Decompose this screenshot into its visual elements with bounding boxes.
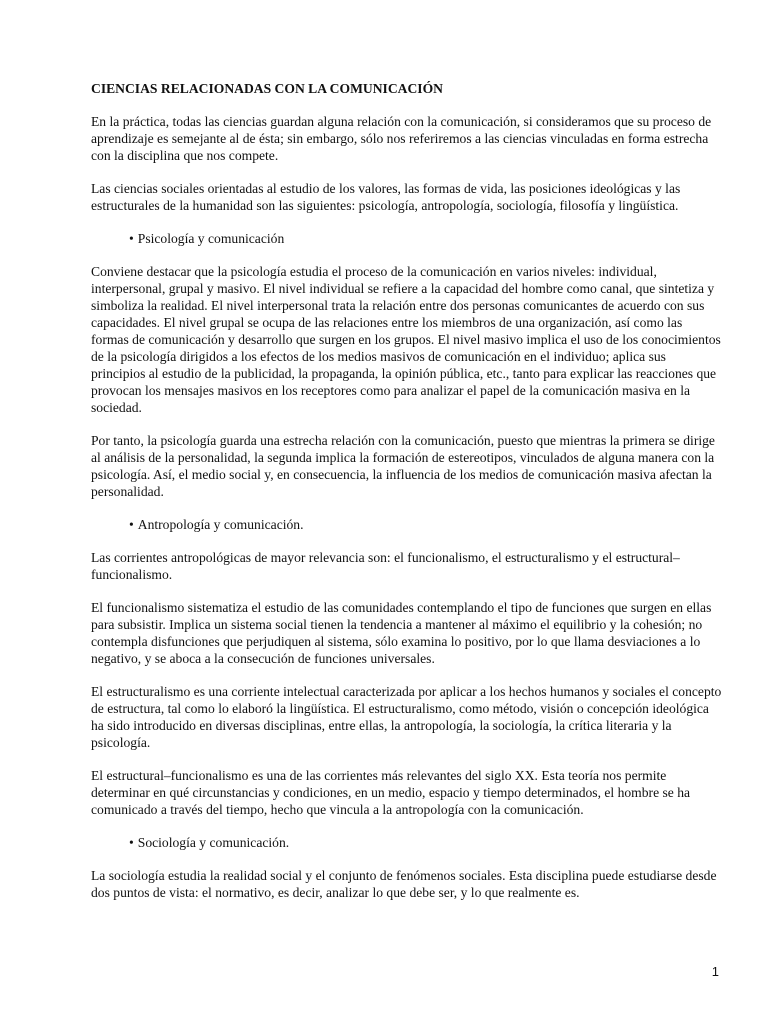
- bullet-label: Antropología y comunicación.: [137, 517, 304, 532]
- paragraph-estructuralismo: El estructuralismo es una corriente intelectual caracterizada por aplicar a los hechos humanos y sociales el concepto de estructura, tal como lo elaboró la lingüística. El estructuralismo, como método, visión o concepción ideológica ha sido introducido en diversas disciplinas, entre ellas, la antropología, la sociología, la crítica literaria y la psicología.: [91, 684, 722, 750]
- paragraph-estructural-funcionalismo: El estructural–funcionalismo es una de las corrientes más relevantes del siglo XX. Esta teoría nos permite determinar en qué circunstancias y condiciones, en un medio, espacio y tiempo determinados, el hombre se ha comunicado a través del tiempo, hecho que vincula a la antropología con la comunicación.: [91, 768, 691, 817]
- bullet-label: Psicología y comunicación: [137, 231, 285, 246]
- paragraph-psicologia-niveles: Conviene destacar que la psicología estudia el proceso de la comunicación en varios niveles: individual, interpersonal, grupal y masivo. El nivel individual se refiere a la capacidad del hombre como canal, que sintetiza y simboliza la realidad. El nivel interpersonal trata la relación entre dos personas comunicantes de acuerdo con sus capacidades. El nivel grupal se ocupa de las relaciones entre los miembros de una organización, así como las formas de comunicación y desarrollo que surgen en los grupos. El nivel masivo implica el uso de los conocimientos de la psicología dirigidos a los efectos de los medios masivos de comunicación en el individuo; aplica sus principios al estudio de la publicidad, la propaganda, la opinión pública, etc., tanto para explicar las reacciones que provocan los mensajes masivos en los receptores como para analizar el papel de la comunicación masiva en la sociedad.: [91, 264, 721, 415]
- paragraph-intro: En la práctica, todas las ciencias guardan alguna relación con la comunicación, si consideramos que su proceso de aprendizaje es semejante al de ésta; sin embargo, sólo nos referiremos a las ciencias vinculadas en forma estrecha con la disciplina que nos compete.: [91, 114, 712, 163]
- bullet-icon: •: [129, 231, 134, 246]
- document-page: [91, 80, 723, 917]
- section-heading: CIENCIAS RELACIONADAS CON LA COMUNICACIÓN: [91, 81, 443, 96]
- paragraph-corrientes: Las corrientes antropológicas de mayor relevancia son: el funcionalismo, el estructuralismo y el estructural–funcionalismo.: [91, 550, 680, 582]
- paragraph-psicologia-relacion: Por tanto, la psicología guarda una estrecha relación con la comunicación, puesto que mientras la primera se dirige al análisis de la personalidad, la segunda implica la formación de estereotipos, vinculados de alguna manera con la psicología. Así, el medio social y, en consecuencia, la influencia de los medios de comunicación masiva afectan la personalidad.: [91, 433, 715, 499]
- bullet-label: Sociología y comunicación.: [137, 835, 290, 850]
- bullet-item-psicologia: [91, 230, 723, 247]
- bullet-item-antropologia: [91, 516, 723, 533]
- bullet-item-sociologia: [91, 834, 723, 851]
- paragraph-social-sciences: Las ciencias sociales orientadas al estudio de los valores, las formas de vida, las posiciones ideológicas y las estructurales de la humanidad son las siguientes: psicología, antropología, sociología, filosofía y lingüística.: [91, 181, 681, 213]
- bullet-icon: •: [129, 517, 134, 532]
- paragraph-funcionalismo: El funcionalismo sistematiza el estudio de las comunidades contemplando el tipo de funciones que surgen en ellas para subsistir. Implica un sistema social tienen la tendencia a mantener al máximo el equilibrio y la cohesión; no contempla disfunciones que perjudiquen al sistema, sólo examina lo positivo, por lo que llama desviaciones a lo negativo, y se aboca a la consecución de funciones universales.: [91, 600, 712, 666]
- page-number: 1: [711, 964, 719, 979]
- bullet-icon: •: [129, 835, 134, 850]
- paragraph-sociologia: La sociología estudia la realidad social y el conjunto de fenómenos sociales. Esta disciplina puede estudiarse desde dos puntos de vista: el normativo, es decir, analizar lo que debe ser, y lo que realmente es.: [91, 868, 717, 900]
